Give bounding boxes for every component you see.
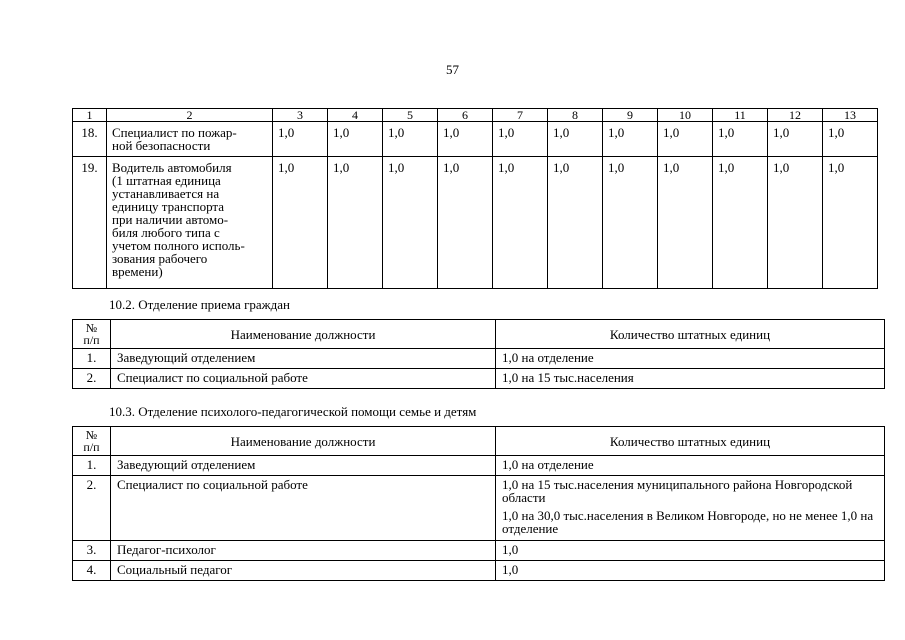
column-number: 12: [768, 109, 823, 122]
position-name-line: при наличии автомо-: [112, 212, 229, 227]
staff-value: 1,0: [768, 122, 823, 157]
table-row: [73, 122, 878, 157]
header-number: [73, 320, 111, 349]
header-number: [73, 427, 111, 456]
staff-value: 1,0: [603, 157, 658, 289]
staff-value: 1,0: [273, 157, 328, 289]
table-row: [73, 476, 885, 541]
position-name: Заведующий отделением: [111, 349, 496, 369]
staff-value: 1,0: [273, 122, 328, 157]
position-name-line: единицу транспорта: [112, 199, 225, 214]
header-staff-count: Количество штатных единиц: [496, 320, 885, 349]
staff-value: 1,0: [823, 157, 878, 289]
staff-value: 1,0: [713, 122, 768, 157]
staff-value: 1,0: [328, 157, 383, 289]
row-number: 1.: [73, 456, 111, 476]
row-number: 1.: [73, 349, 111, 369]
column-number: 2: [107, 109, 273, 122]
row-number: 4.: [73, 561, 111, 581]
position-name: Социальный педагог: [111, 561, 496, 581]
staff-value: 1,0: [603, 122, 658, 157]
table-header-row: [73, 320, 885, 349]
position-name-line: устанавливается на: [112, 186, 220, 201]
position-name-line: учетом полного исполь-: [112, 238, 245, 253]
row-number: 18.: [73, 122, 107, 157]
position-name: [107, 157, 273, 289]
page-number: 57: [446, 62, 459, 77]
column-number: 9: [603, 109, 658, 122]
header-number-sign: №: [85, 428, 98, 442]
staff-value: 1,0: [328, 122, 383, 157]
position-name-line: биля любого типа с: [112, 225, 220, 240]
reception-department-table: [72, 319, 885, 389]
table-row: [73, 456, 885, 476]
staff-value: 1,0: [493, 122, 548, 157]
column-number: 1: [73, 109, 107, 122]
position-name-line: Водитель автомобиля: [112, 160, 232, 175]
staff-value: 1,0: [383, 122, 438, 157]
row-number: 2.: [73, 476, 111, 541]
table-row: [73, 369, 885, 389]
table-row: [73, 157, 878, 289]
column-number: 10: [658, 109, 713, 122]
table-row: [73, 349, 885, 369]
section-title-10-3: 10.3. Отделение психолого-педагогической помощи семье и детям: [109, 404, 477, 419]
staff-count: 1,0 на отделение: [496, 349, 885, 369]
staff-table-continuation: [72, 108, 878, 289]
staff-value: 1,0: [658, 157, 713, 289]
staff-value: 1,0: [658, 122, 713, 157]
column-number: 4: [328, 109, 383, 122]
table-row: [73, 561, 885, 581]
staff-count-line: 1,0 на 15 тыс.населения муниципального района Новгородской области: [502, 477, 853, 505]
column-number: 3: [273, 109, 328, 122]
position-name-line: времени): [112, 264, 163, 279]
position-name: [107, 122, 273, 157]
staff-count-line: 1,0 на 30,0 тыс.населения в Великом Новгороде, но не менее 1,0 на отделение: [502, 508, 874, 536]
header-number-abbr: п/п: [83, 333, 100, 347]
position-name-line: (1 штатная единица: [112, 173, 221, 188]
staff-value: 1,0: [383, 157, 438, 289]
family-support-department-table: [72, 426, 885, 581]
staff-value: 1,0: [713, 157, 768, 289]
column-number: 8: [548, 109, 603, 122]
row-number: 19.: [73, 157, 107, 289]
staff-count: 1,0: [496, 541, 885, 561]
staff-count: 1,0: [496, 561, 885, 581]
position-name: Педагог-психолог: [111, 541, 496, 561]
position-name: Специалист по социальной работе: [111, 476, 496, 541]
column-number: 7: [493, 109, 548, 122]
header-position-name: Наименование должности: [111, 320, 496, 349]
header-number-abbr: п/п: [83, 440, 100, 454]
staff-count: 1,0 на отделение: [496, 456, 885, 476]
column-number: 6: [438, 109, 493, 122]
table-header-row: [73, 427, 885, 456]
row-number: 3.: [73, 541, 111, 561]
position-name-line: ной безопасности: [112, 138, 211, 153]
position-name-line: зования рабочего: [112, 251, 208, 266]
staff-count: [496, 476, 885, 541]
row-number: 2.: [73, 369, 111, 389]
staff-value: 1,0: [493, 157, 548, 289]
column-number-row: [73, 109, 878, 122]
staff-value: 1,0: [548, 157, 603, 289]
column-number: 11: [713, 109, 768, 122]
column-number: 13: [823, 109, 878, 122]
staff-value: 1,0: [823, 122, 878, 157]
header-position-name: Наименование должности: [111, 427, 496, 456]
section-title-10-2: 10.2. Отделение приема граждан: [109, 297, 290, 312]
position-name-line: Специалист по пожар-: [112, 125, 237, 140]
staff-value: 1,0: [548, 122, 603, 157]
table-row: [73, 541, 885, 561]
header-staff-count: Количество штатных единиц: [496, 427, 885, 456]
position-name: Заведующий отделением: [111, 456, 496, 476]
column-number: 5: [383, 109, 438, 122]
staff-value: 1,0: [438, 122, 493, 157]
staff-value: 1,0: [438, 157, 493, 289]
header-number-sign: №: [85, 321, 98, 335]
staff-count: 1,0 на 15 тыс.населения: [496, 369, 885, 389]
position-name: Специалист по социальной работе: [111, 369, 496, 389]
staff-value: 1,0: [768, 157, 823, 289]
